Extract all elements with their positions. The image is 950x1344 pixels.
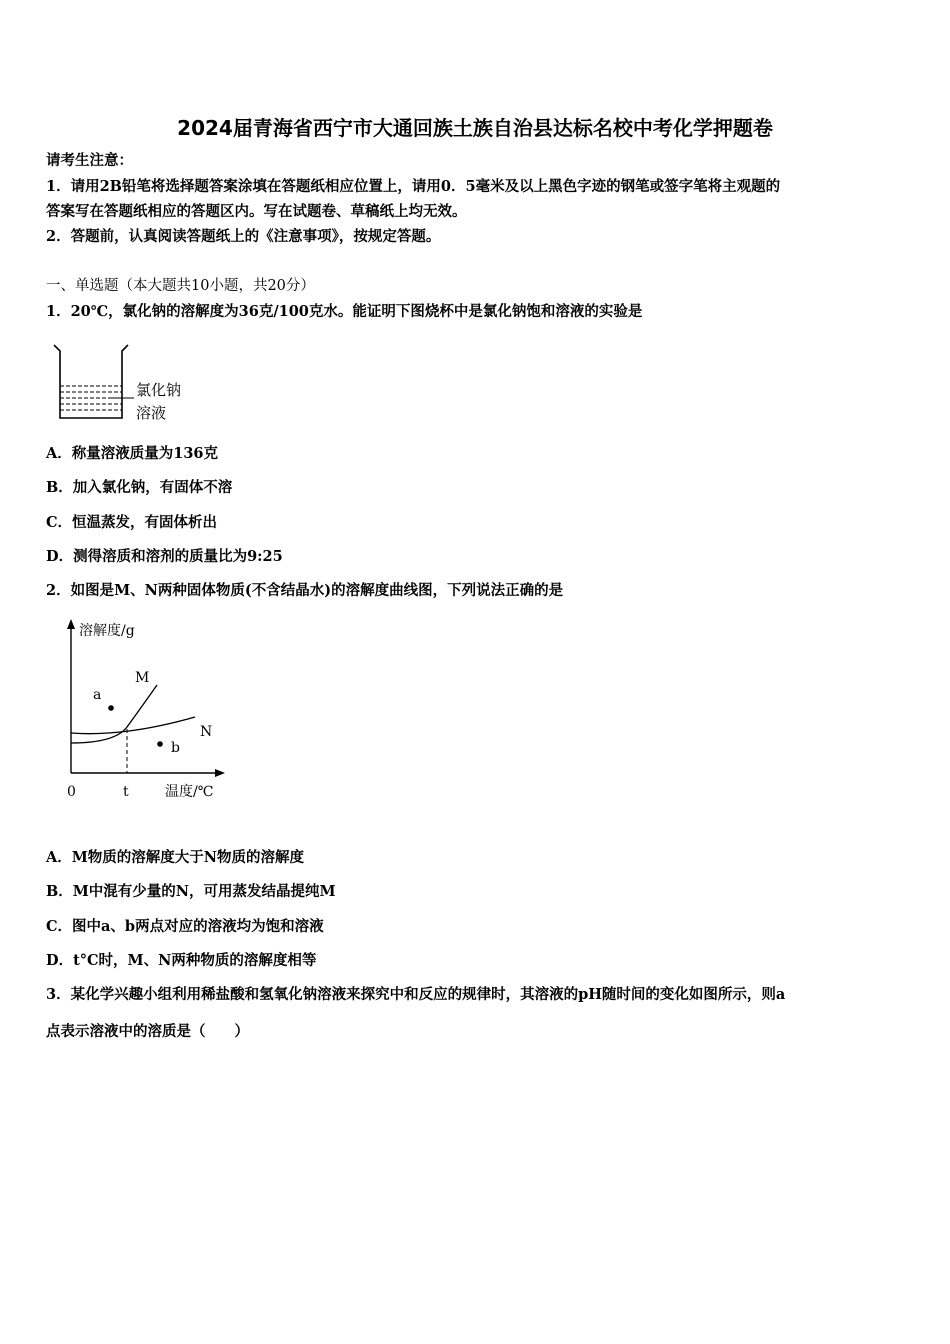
graph-origin-label: 0 (67, 784, 76, 800)
q2-option-a: A．M物质的溶解度大于N物质的溶解度 (46, 849, 305, 866)
q2-option-c: C．图中a、b两点对应的溶液均为饱和溶液 (46, 918, 324, 935)
beaker-figure (50, 340, 200, 430)
q2-option-d: D．t°C时，M、N两种物质的溶解度相等 (46, 952, 317, 969)
point-b (157, 741, 163, 747)
beaker-label-line-1: 氯化钠 (136, 381, 182, 399)
notice-item-1-line-1: 1．请用2B铅笔将选择题答案涂填在答题纸相应位置上，请用0．5毫米及以上黑色字迹的钢笔或签字笔将主观题的 (46, 178, 781, 195)
point-b-label: b (171, 740, 180, 756)
curve-m-label: M (135, 670, 150, 686)
q1-option-a: A．称量溶液质量为136克 (46, 445, 219, 462)
q1-option-d: D．测得溶质和溶剂的质量比为9:25 (46, 548, 283, 565)
question-3-stem-line-1: 3．某化学兴趣小组利用稀盐酸和氢氧化钠溶液来探究中和反应的规律时，其溶液的pH随时间的变化如图所示，则a (46, 986, 786, 1003)
question-1-stem: 1．20℃，氯化钠的溶解度为36克/100克水。能证明下图烧杯中是氯化钠饱和溶液的实验是 (46, 303, 643, 320)
q1-option-b: B．加入氯化钠，有固体不溶 (46, 479, 233, 496)
point-a (108, 705, 114, 711)
graph-t-label: t (123, 784, 129, 800)
curve-m (71, 685, 157, 743)
beaker-label-line-2: 溶液 (136, 404, 167, 422)
solubility-graph (55, 615, 235, 805)
question-3-stem-line-2: 点表示溶液中的溶质是（ ） (46, 1023, 249, 1040)
q2-option-b: B．M中混有少量的N，可用蒸发结晶提纯M (46, 883, 336, 900)
section-heading: 一、单选题（本大题共10小题，共20分） (46, 278, 315, 294)
question-2-stem: 2．如图是M、N两种固体物质(不含结晶水)的溶解度曲线图，下列说法正确的是 (46, 582, 564, 599)
notice-item-2: 2．答题前，认真阅读答题纸上的《注意事项》，按规定答题。 (46, 228, 441, 245)
exam-title: 2024届青海省西宁市大通回族土族自治县达标名校中考化学押题卷 (177, 116, 773, 140)
notice-heading: 请考生注意： (46, 152, 133, 169)
graph-ylabel: 溶解度/g (79, 623, 135, 639)
q1-option-c: C．恒温蒸发，有固体析出 (46, 514, 218, 531)
graph-xlabel: 温度/℃ (165, 784, 214, 800)
point-a-label: a (93, 687, 102, 703)
curve-n-label: N (200, 724, 213, 740)
notice-item-1-line-2: 答案写在答题纸相应的答题区内。写在试题卷、草稿纸上均无效。 (46, 203, 467, 220)
